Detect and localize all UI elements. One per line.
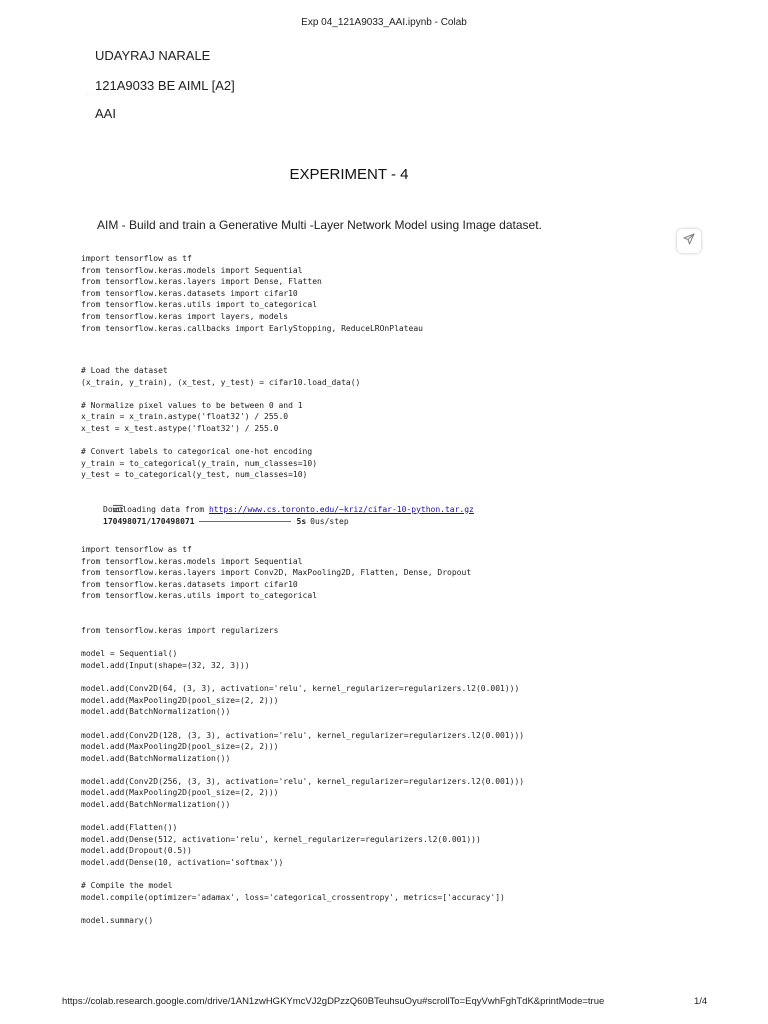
code-line: model.add(Conv2D(64, (3, 3), activation='relu', kernel_regularizer=regularizers.l2(0.001))): [81, 684, 520, 694]
code-line: [81, 435, 360, 447]
divider-dots: · · ·: [86, 92, 101, 98]
code-cell-model[interactable]: [81, 544, 524, 927]
code-line: from tensorflow.keras.utils import to_categorical: [81, 591, 318, 601]
subject-name: AAI: [95, 106, 116, 121]
code-line: model.add(Dense(512, activation='relu', kernel_regularizer=regularizers.l2(0.001))): [81, 834, 481, 844]
code-line: y_test = to_categorical(y_test, num_classes=10): [81, 470, 308, 480]
code-line: [81, 869, 524, 881]
progress-count: 170498071/170498071: [103, 516, 195, 526]
download-prefix: Downloading data from: [103, 504, 209, 514]
code-line: [81, 388, 360, 400]
code-line: x_test = x_test.astype('float32') / 255.0: [81, 423, 279, 433]
code-line: # Load the dataset: [81, 366, 168, 375]
code-line: [81, 672, 524, 684]
code-line: from tensorflow.keras.utils import to_categorical: [81, 300, 318, 310]
code-line: model.add(MaxPooling2D(pool_size=(2, 2))): [81, 742, 279, 752]
aim-text: AIM - Build and train a Generative Multi -Layer Network Model using Image dataset.: [97, 218, 542, 232]
code-line: model.add(BatchNormalization()): [81, 800, 231, 810]
code-line: y_train = to_categorical(y_train, num_classes=10): [81, 458, 318, 468]
code-line: model.add(Dense(10, activation='softmax')): [81, 858, 284, 868]
code-line: # Compile the model: [81, 881, 173, 891]
cell-output: [83, 503, 474, 527]
code-line: [81, 614, 524, 626]
code-line: from tensorflow.keras.models import Sequential: [81, 265, 303, 275]
output-toggle-icon[interactable]: [83, 495, 97, 524]
code-line: model.add(Dropout(0.5)): [81, 846, 192, 856]
experiment-title: EXPERIMENT - 4: [289, 166, 409, 183]
code-line: model.add(MaxPooling2D(pool_size=(2, 2))): [81, 695, 279, 705]
code-line: [81, 764, 524, 776]
roll-number: 121A9033 BE AIML [A2]: [95, 78, 235, 93]
code-line: [81, 811, 524, 823]
progress-bar: [199, 521, 291, 522]
code-cell-load-data[interactable]: [81, 365, 360, 481]
code-line: model.add(BatchNormalization()): [81, 753, 231, 763]
code-line: model.add(Input(shape=(32, 32, 3))): [81, 660, 250, 670]
code-line: # Convert labels to categorical one-hot encoding: [81, 447, 313, 457]
code-line: model.add(Conv2D(128, (3, 3), activation='relu', kernel_regularizer=regularizers.l2(0.001))): [81, 730, 525, 740]
student-name: UDAYRAJ NARALE: [95, 48, 211, 63]
progress-speed: 0us/step: [310, 516, 349, 526]
code-line: import tensorflow as tf: [81, 254, 192, 263]
code-line: (x_train, y_train), (x_test, y_test) = cifar10.load_data(): [81, 377, 361, 387]
code-line: from tensorflow.keras.datasets import cifar10: [81, 579, 298, 589]
progress-time: 5s: [296, 516, 307, 526]
share-button[interactable]: [677, 229, 701, 253]
code-line: [81, 718, 524, 730]
code-line: [81, 637, 524, 649]
code-line: [81, 602, 524, 614]
code-line: from tensorflow.keras.layers import Dense, Flatten: [81, 277, 322, 287]
code-line: x_train = x_train.astype('float32') / 255.0: [81, 412, 289, 422]
download-link[interactable]: https://www.cs.toronto.edu/~kriz/cifar-10-python.tar.gz: [208, 504, 474, 514]
print-header-title: Exp 04_121A9033_AAI.ipynb - Colab: [301, 17, 467, 28]
code-line: from tensorflow.keras.models import Sequential: [81, 556, 303, 566]
code-line: [81, 903, 524, 915]
code-line: from tensorflow.keras.layers import Conv2D, MaxPooling2D, Flatten, Dense, Dropout: [81, 568, 472, 578]
send-icon: [683, 232, 695, 250]
code-line: model = Sequential(): [81, 649, 178, 659]
code-line: model.add(Flatten()): [81, 823, 178, 833]
code-line: from tensorflow.keras.callbacks import EarlyStopping, ReduceLROnPlateau: [81, 323, 423, 333]
code-line: model.compile(optimizer='adamax', loss='categorical_crossentropy', metrics=['accuracy']): [81, 892, 505, 902]
code-line: # Normalize pixel values to be between 0 and 1: [81, 400, 303, 410]
print-footer-url: https://colab.research.google.com/drive/1AN1zwHGKYmcVJ2gDPzzQ60BTeuhsuOyu#scrollTo=EqyVwhFghTdK&printMode=true: [62, 996, 605, 1007]
code-line: import tensorflow as tf: [81, 545, 192, 554]
code-line: from tensorflow.keras import layers, models: [81, 311, 289, 321]
code-line: model.add(Conv2D(256, (3, 3), activation='relu', kernel_regularizer=regularizers.l2(0.001))): [81, 776, 525, 786]
code-line: from tensorflow.keras import regularizers: [81, 626, 279, 636]
page-number: 1/4: [694, 996, 708, 1007]
code-line: model.summary(): [81, 916, 154, 925]
code-cell-imports[interactable]: [81, 253, 423, 334]
code-line: from tensorflow.keras.datasets import cifar10: [81, 288, 298, 298]
code-line: model.add(BatchNormalization()): [81, 707, 231, 717]
code-line: model.add(MaxPooling2D(pool_size=(2, 2))): [81, 788, 279, 798]
